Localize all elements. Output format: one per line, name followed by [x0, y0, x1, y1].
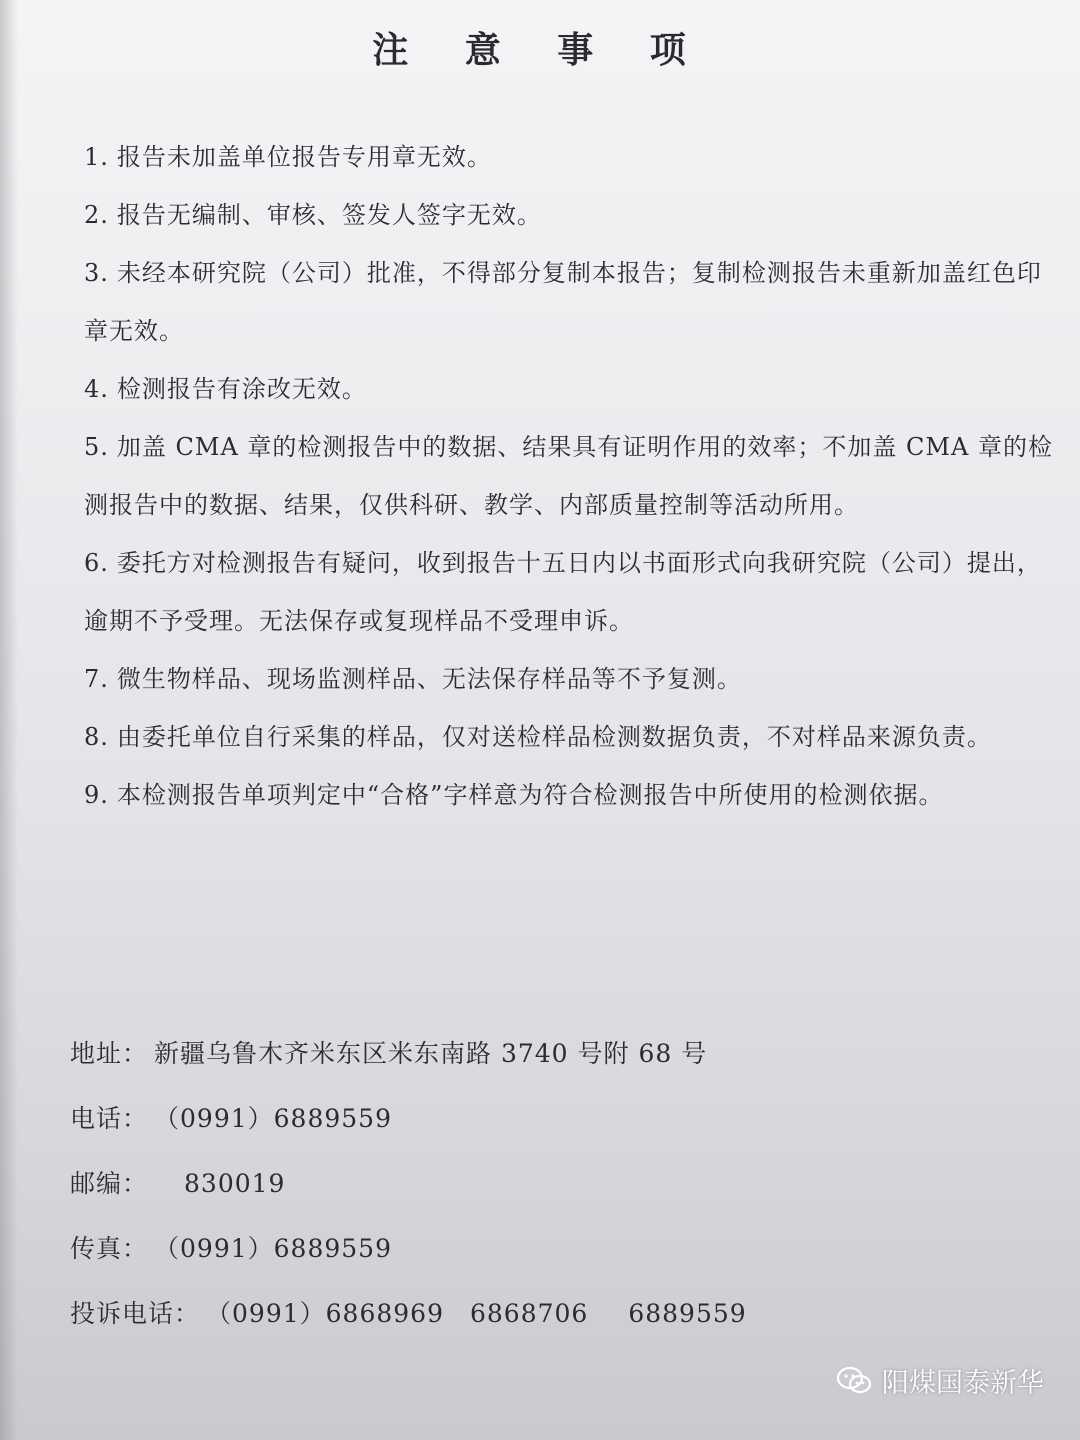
- complaint-value-1: （0991）6868969: [206, 1299, 444, 1328]
- contact-block: [70, 1030, 970, 1355]
- note-number: 4.: [84, 375, 109, 403]
- notes-list: [84, 128, 1064, 824]
- complaint-value-2: 6868706: [469, 1299, 589, 1328]
- page-title: 注 意 事 项: [372, 29, 708, 71]
- note-text: 报告无编制、审核、签发人签字无效。: [116, 201, 542, 229]
- note-item-1: [84, 128, 1064, 186]
- note-item-2: [84, 186, 1064, 244]
- complaint-row: [70, 1290, 970, 1355]
- note-number: 3.: [84, 259, 109, 287]
- page-edge-shadow: [0, 0, 18, 1440]
- note-item-6: [84, 534, 1064, 650]
- note-item-7: [84, 650, 1064, 708]
- note-item-9: [84, 766, 1064, 824]
- note-number: 7.: [84, 665, 109, 693]
- complaint-value-3: 6889559: [628, 1299, 747, 1328]
- postcode-value: 830019: [184, 1169, 286, 1198]
- note-number: 8.: [84, 723, 109, 751]
- note-number: 5.: [84, 433, 109, 461]
- postcode-row: [70, 1160, 970, 1225]
- note-number: 6.: [84, 549, 109, 577]
- address-label: 地址：: [70, 1039, 149, 1068]
- wechat-icon: [836, 1366, 872, 1396]
- note-text: 微生物样品、现场监测样品、无法保存样品等不予复测。: [116, 665, 742, 693]
- fax-label: 传真：: [70, 1234, 149, 1263]
- note-text: 委托方对检测报告有疑问，收到报告十五日内以书面形式向我研究院（公司）提出，逾期不予受理。无法保存或复现样品不受理申诉。: [84, 549, 1042, 635]
- note-text: 未经本研究院（公司）批准，不得部分复制本报告；复制检测报告未重新加盖红色印章无效。: [84, 259, 1042, 345]
- address-row: [70, 1030, 970, 1095]
- phone-value: （0991）6889559: [154, 1104, 392, 1133]
- postcode-label: 邮编：: [70, 1169, 149, 1198]
- address-value: 新疆乌鲁木齐米东区米东南路 3740 号附 68 号: [154, 1039, 708, 1068]
- note-number: 9.: [84, 781, 109, 809]
- complaint-label: 投诉电话：: [70, 1299, 201, 1328]
- note-text: 本检测报告单项判定中“合格”字样意为符合检测报告中所使用的检测依据。: [116, 781, 944, 809]
- note-text: 报告未加盖单位报告专用章无效。: [116, 143, 492, 171]
- note-item-8: [84, 708, 1064, 766]
- note-text: 加盖 CMA 章的检测报告中的数据、结果具有证明作用的效率；不加盖 CMA 章的检测报告中的数据、结果，仅供科研、教学、内部质量控制等活动所用。: [84, 433, 1053, 519]
- phone-label: 电话：: [70, 1104, 149, 1133]
- note-item-5: [84, 418, 1064, 534]
- note-text: 由委托单位自行采集的样品，仅对送检样品检测数据负责，不对样品来源负责。: [116, 723, 992, 751]
- wechat-watermark: [836, 1361, 1044, 1400]
- fax-row: [70, 1225, 970, 1290]
- note-item-3: [84, 244, 1064, 360]
- fax-value: （0991）6889559: [154, 1234, 392, 1263]
- watermark-text: 阳煤国泰新华: [882, 1368, 1044, 1399]
- phone-row: [70, 1095, 970, 1160]
- note-number: 1.: [84, 143, 109, 171]
- note-text: 检测报告有涂改无效。: [116, 375, 367, 403]
- note-number: 2.: [84, 201, 109, 229]
- note-item-4: [84, 360, 1064, 418]
